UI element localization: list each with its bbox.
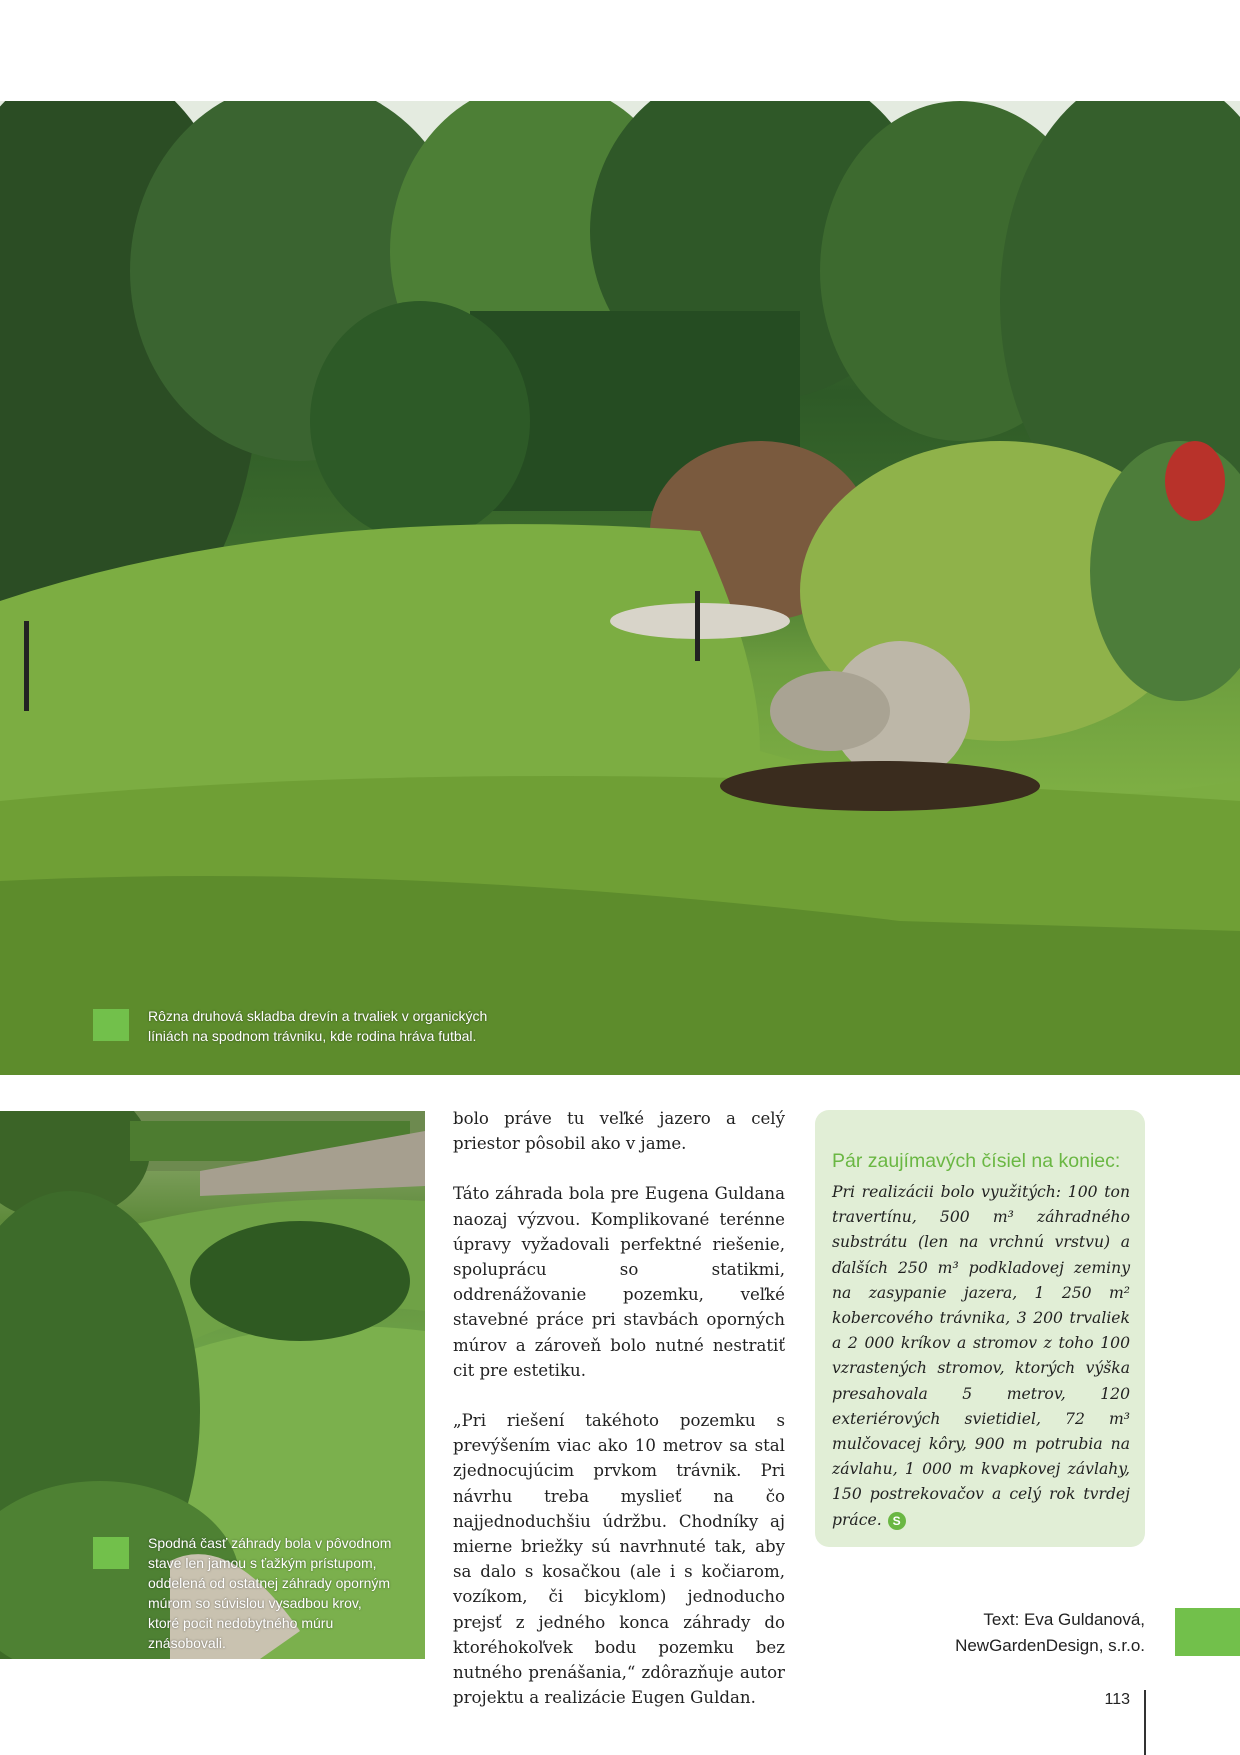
article-paragraph: bolo práve tu veľké jazero a celý priestor pôsobil ako v jame. bbox=[453, 1109, 785, 1154]
credit-company: NewGardenDesign, s.r.o. bbox=[955, 1636, 1145, 1655]
top-photo-caption: Rôzna druhová skladba drevín a trvaliek v organických líniách na spodnom trávniku, kde rodina hráva futbal. bbox=[148, 1008, 488, 1044]
facts-box bbox=[815, 1110, 1145, 1547]
bottom-photo-caption: Spodná časť záhrady bola v pôvodnom stave len jamou s ťažkým prístupom, oddelená od ostatnej záhrady oporným múrom so súvislou vysadbou krov, ktoré pocit nedobytného múru znásobovali. bbox=[148, 1535, 392, 1651]
page-number: 113 bbox=[1104, 1691, 1130, 1708]
garden-lawn-illustration bbox=[0, 101, 1240, 1075]
facts-body bbox=[832, 1180, 1130, 1533]
caption-marker bbox=[93, 1009, 129, 1041]
garden-lawn-photo bbox=[0, 101, 1240, 1075]
section-tab bbox=[1175, 1608, 1240, 1656]
caption-marker bbox=[93, 1537, 129, 1569]
facts-title: Pár zaujímavých čísiel na koniec: bbox=[832, 1150, 1121, 1172]
page-number-rule bbox=[1144, 1690, 1146, 1755]
facts-text: Pri realizácii bolo využitých: 100 ton travertínu, 500 m³ záhradného substrátu (len na vrchnú vrstvu) a ďalších 250 m³ podkladovej zeminy na zasypanie jazera, 1 250 m² kobercového trávnika, 3 200 trvaliek a 2 000 kríkov a stromov z toho 100 vzrastených stromov, ktorých výška presahovala 5 metrov, 120 exteriérových svietidiel, 72 m³ mulčovacej kôry, 900 m potrubia na závlahu, 1 000 m kvapkovej závlahy, 150 postrekovačov a celý rok tvrdej práce. bbox=[832, 1183, 1130, 1529]
article-text bbox=[453, 1106, 785, 1735]
article-paragraph: „Pri riešení takéhoto pozemku s prevýšením viac ako 10 metrov sa stal zjednocujúcim prvkom trávnik. Pri návrhu treba myslieť na čo najjednoduchšiu údržbu. Chodníky aj mierne briežky sú navrhnuté tak, aby sa dalo s kosačkou (ale i s kočiarom, vozíkom, či bicyklom) jednoducho prejsť z jedného konca záhrady do ktoréhokoľvek bodu pozemku bez nutného prenášania,“ zdôrazňuje autor projektu a realizácie Eugen Guldan. bbox=[453, 1411, 785, 1708]
article-end-icon: S bbox=[888, 1512, 906, 1530]
credit-author: Text: Eva Guldanová, bbox=[983, 1610, 1145, 1629]
article-paragraph: Táto záhrada bola pre Eugena Guldana naozaj výzvou. Komplikované terénne úpravy vyžadovali perfektné riešenie, spoluprácu so statikmi, oddrenážovanie pozemku, veľké stavebné práce pri stavbách oporných múrov a zároveň bolo nutné nestratiť cit pre estetiku. bbox=[453, 1184, 785, 1380]
author-credits bbox=[900, 1607, 1145, 1659]
